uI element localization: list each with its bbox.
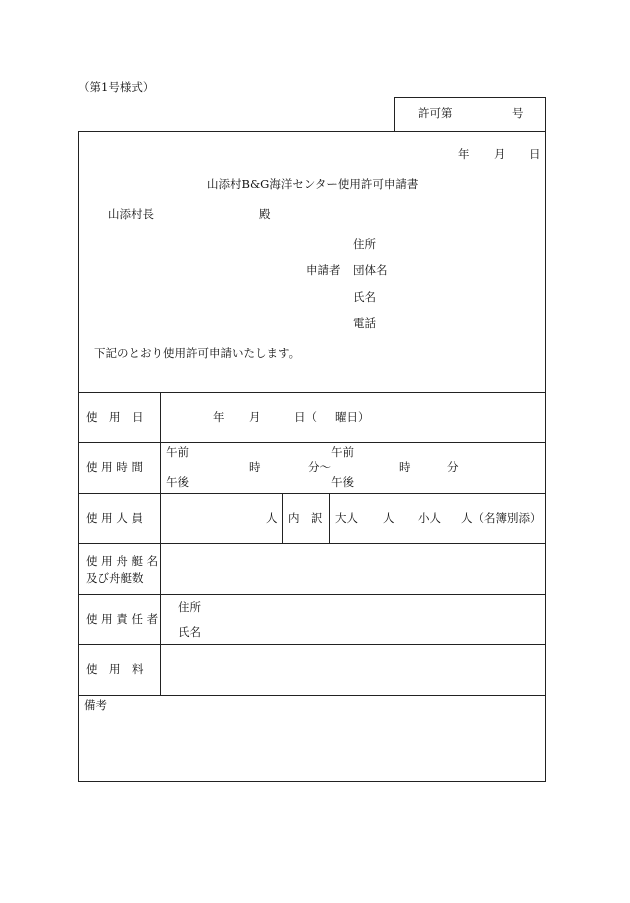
fee-label: 使 用 料 bbox=[86, 662, 144, 676]
applicant-group-label: 団体名 bbox=[353, 263, 388, 277]
remarks-label: 備考 bbox=[84, 698, 107, 712]
usage-time-hour-start: 時 bbox=[249, 460, 261, 474]
usage-date-day: 日（ bbox=[294, 410, 317, 424]
boats-label-line1: 使 用 舟 艇 名 bbox=[86, 554, 159, 568]
usage-date-year: 年 bbox=[213, 410, 225, 424]
addressee-honorific: 殿 bbox=[259, 207, 271, 221]
responsible-label: 使 用 責 任 者 bbox=[86, 612, 159, 626]
intro-text: 下記のとおり使用許可申請いたします。 bbox=[94, 346, 301, 360]
date-year: 年 bbox=[458, 147, 470, 161]
boats-label-line2: 及び舟艇数 bbox=[86, 571, 144, 585]
usage-date-month: 月 bbox=[249, 410, 261, 424]
usage-time-hour-end: 時 bbox=[399, 460, 411, 474]
usage-time-minute-end: 分 bbox=[447, 460, 459, 474]
date-month: 月 bbox=[494, 147, 506, 161]
usage-date-weekday: 曜日） bbox=[335, 410, 370, 424]
usage-time-pm-start: 午後 bbox=[166, 475, 189, 489]
date-day: 日 bbox=[529, 147, 541, 161]
users-adults-label: 大人 bbox=[335, 511, 358, 525]
usage-time-am-start: 午前 bbox=[166, 445, 189, 459]
users-children-unit: 人（名簿別添） bbox=[461, 511, 542, 525]
users-adults-unit: 人 bbox=[383, 511, 395, 525]
permit-suffix: 号 bbox=[512, 106, 524, 120]
users-children-label: 小人 bbox=[418, 511, 441, 525]
applicant-phone-label: 電話 bbox=[353, 316, 376, 330]
users-breakdown-label: 内 訳 bbox=[288, 511, 323, 525]
usage-time-am-end: 午前 bbox=[331, 445, 354, 459]
permit-label: 許可第 bbox=[418, 106, 453, 120]
responsible-name-label: 氏名 bbox=[178, 625, 201, 639]
users-persons-unit: 人 bbox=[266, 511, 278, 525]
addressee-name: 山添村長 bbox=[108, 207, 154, 221]
users-label: 使 用 人 員 bbox=[86, 511, 143, 525]
applicant-name-label: 氏名 bbox=[353, 290, 376, 304]
usage-date-label: 使 用 日 bbox=[86, 410, 144, 424]
form-number: （第1号様式） bbox=[78, 80, 155, 94]
usage-time-minute-start: 分～ bbox=[308, 460, 331, 474]
form-title: 山添村B&G海洋センター使用許可申請書 bbox=[207, 177, 419, 191]
usage-time-pm-end: 午後 bbox=[331, 475, 354, 489]
applicant-address-label: 住所 bbox=[353, 237, 376, 251]
responsible-address-label: 住所 bbox=[178, 600, 201, 614]
applicant-label: 申請者 bbox=[306, 263, 341, 277]
usage-time-label: 使 用 時 間 bbox=[86, 460, 143, 474]
